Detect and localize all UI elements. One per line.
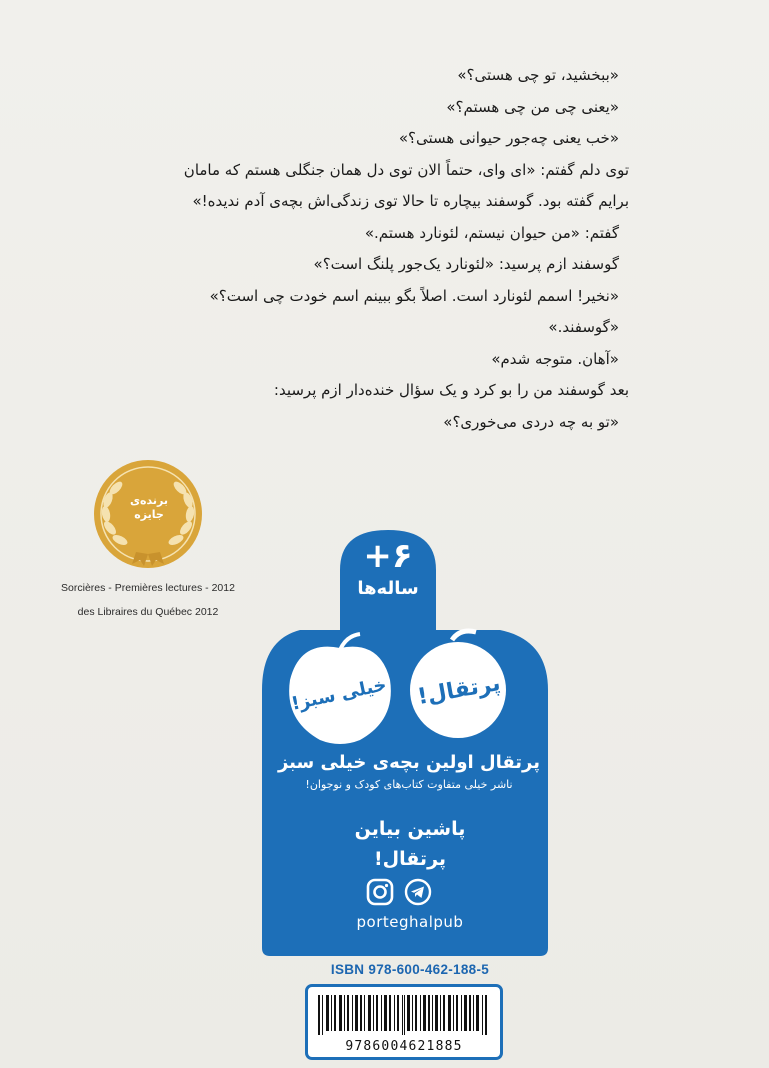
cta-line-1: پاشین بیاین xyxy=(354,818,466,840)
barcode xyxy=(305,984,503,1060)
publisher-subtagline: ناشر خیلی متفاوت کتاب‌های کودک و نوجوان! xyxy=(305,778,513,791)
barcode-digits: 9786004621885 xyxy=(345,1039,463,1054)
story-line: برایم گفته بود. گوسفند بیچاره تا حالا توی زندگی‌اش بچه‌ی آدم ندیده!» xyxy=(192,192,629,210)
story-line: توی دلم گفتم: «ای وای، حتماً الان توی دل همان جنگلی هستم که مامان xyxy=(183,160,629,179)
cta-line-2: پرتقال! xyxy=(373,848,447,870)
publisher-tagline: پرتقال اولین بچه‌ی خیلی سبز xyxy=(277,752,541,773)
story-line: «خب یعنی چه‌جور حیوانی هستی؟» xyxy=(398,129,619,147)
award-line-2: des Libraires du Québec 2012 xyxy=(77,606,219,618)
story-line: «تو به چه دردی می‌خوری؟» xyxy=(443,412,619,431)
instagram-icon[interactable] xyxy=(366,878,394,906)
logo-right-text: پرتقال! xyxy=(415,670,503,711)
age-number: +۶ xyxy=(363,536,413,576)
social-handle[interactable]: porteghalpub xyxy=(356,913,464,931)
story-line: «یعنی چی من چی هستم؟» xyxy=(446,97,619,116)
story-line: بعد گوسفند من را بو کرد و یک سؤال خنده‌دار ازم پرسید: xyxy=(273,381,629,399)
barcode-bars-icon xyxy=(318,995,490,1035)
age-label: ساله‌ها xyxy=(357,578,419,599)
medal-text: برنده‌ی جایزه xyxy=(129,494,169,521)
story-line: گوسفند ازم پرسید: «لئونارد یک‌جور پلنگ است؟» xyxy=(313,255,619,273)
story-line: گفتم: «من حیوان نیستم، لئونارد هستم.» xyxy=(364,223,619,242)
telegram-icon[interactable] xyxy=(404,878,432,906)
isbn-label: ISBN 978-600-462-188-5 xyxy=(330,962,490,977)
story-line: «آهان. متوجه شدم» xyxy=(491,349,619,368)
award-line-1: Sorcières - Premières lectures - 2012 xyxy=(61,582,235,594)
story-line: «ببخشید، تو چی هستی؟» xyxy=(457,66,619,84)
logo-left-text: خیلی سبز! xyxy=(289,674,389,715)
story-line: «نخیر! اسمم لئونارد است. اصلاً بگو ببینم اسم خودت چی است؟» xyxy=(209,286,619,305)
story-line: «گوسفند.» xyxy=(548,318,619,336)
